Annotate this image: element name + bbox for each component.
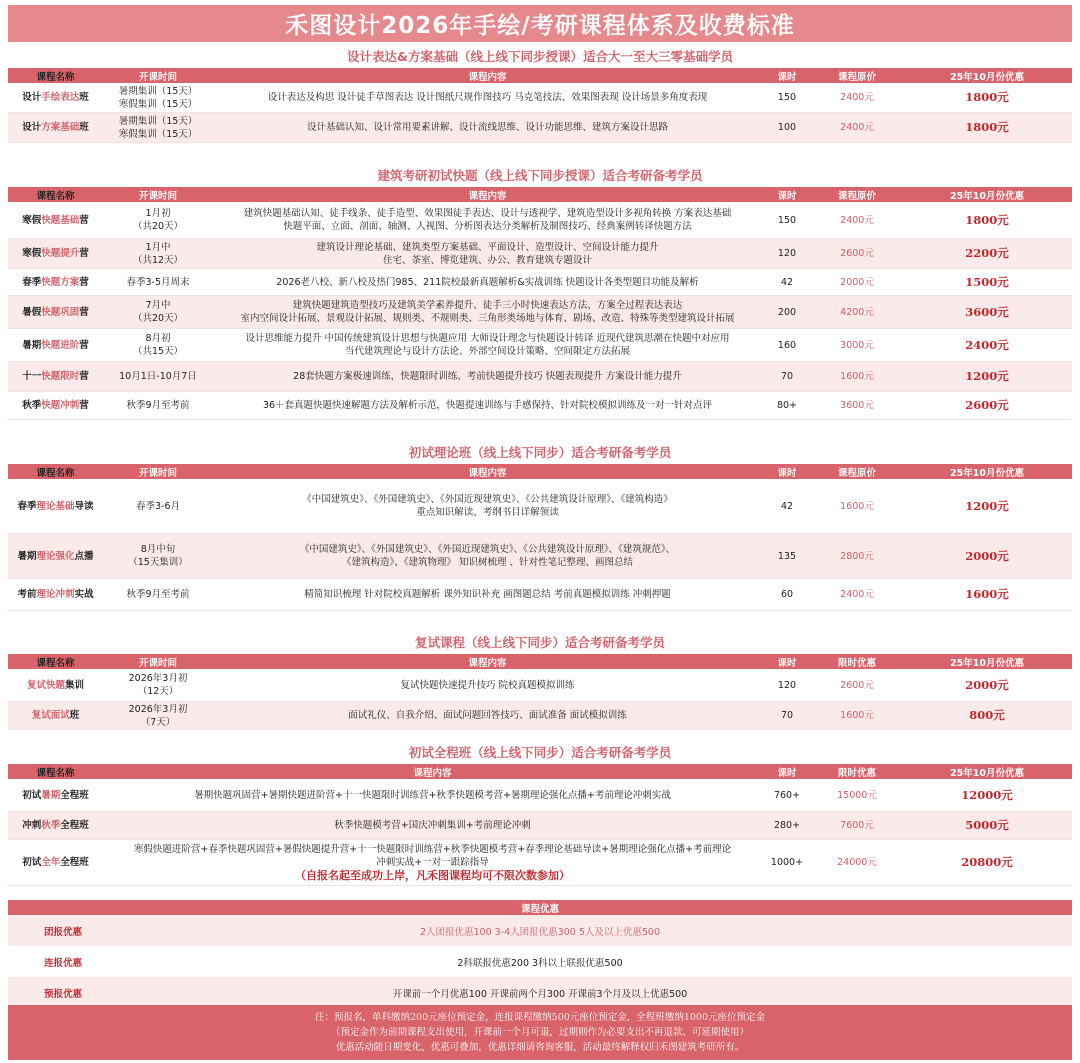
course-name: 春季快题方案营: [22, 276, 89, 288]
table-header: 课程名称 开课时间 课程内容 课时 课程原价 25年10月份优惠: [8, 464, 1072, 479]
course-content: 36＋套真题快题快速解题方法及解析示范，快题提速训练与手感保持、针对院校模拟训练及一对一针对点评: [262, 400, 713, 411]
section-title: 初试全程班（线上线下同步）适合考研备考学员: [408, 745, 672, 760]
discount-price: 1800元: [965, 90, 1009, 104]
course-content: 建筑快题基础认知、徒手线条、徒手造型、效果图徒手表达、设计与透视学、建筑造型设计多视角转换 方案表达基础 快题平面、立面、剖面、轴测、人视图、分析图表达分类解析及制图技巧、经典案例转译快题方法: [243, 208, 732, 232]
course-time: 8月初 （共15天）: [132, 333, 184, 357]
table-header: 课程名称 开课时间 课程内容 课时 课程原价 25年10月份优惠: [8, 187, 1072, 202]
original-price: 3600元: [840, 400, 874, 411]
course-content: 建筑设计理论基础、建筑类型方案基础、平面设计、造型设计、空间设计能力提升 住宅、茶室、博览建筑、办公、教育建筑专题设计: [316, 241, 659, 266]
footnote: [8, 1005, 1072, 1060]
course-time: 1月初 （共20天）: [132, 208, 184, 232]
section-title: 初试理论班（线上线下同步）适合考研备考学员: [408, 445, 672, 460]
course-name: 复试面试班: [31, 710, 80, 721]
course-name: 十一快题限时营: [22, 371, 89, 382]
original-price: 2400元: [840, 214, 874, 226]
course-name: 考前理论冲刺实战: [17, 589, 94, 600]
course-name: 暑假快题巩固营: [22, 306, 89, 318]
course-hours: 100: [777, 122, 797, 133]
course-time: 7月中 （共20天）: [132, 300, 184, 324]
section-design-basics: [8, 44, 1072, 143]
course-content: 秋季快题模考营+国庆冲刺集训+考前理论冲刺: [334, 820, 531, 831]
course-content: 设计思维能力提升 中国传统建筑设计思想与快题应用 大师设计理念与快题设计转译 近现代建筑思潮在快题中对应用 当代建筑理论与设计方法论、外部空间设计策略、空间限定方法拓展: [245, 333, 730, 357]
section-theory: [8, 440, 1072, 611]
original-price: 4200元: [840, 306, 874, 318]
course-name: 秋季快题冲刺营: [22, 400, 89, 411]
course-hours: 760+: [773, 789, 801, 801]
course-hours: 70: [780, 371, 794, 382]
original-price: 2400元: [840, 589, 874, 600]
footnote-line-2: （预定金作为前期课程支出使用，开课前一个月可退，过期则作为必要支出不再退款、可延期使用）: [330, 1027, 749, 1038]
discount-price: 20800元: [961, 855, 1013, 869]
perk-row: [8, 946, 1072, 977]
course-hours: 280+: [773, 820, 801, 831]
original-price: 1600元: [840, 371, 874, 382]
table-row: [8, 296, 1072, 329]
section-title: 设计表达&方案基础（线上线下同步授课）适合大一至大三零基础学员: [347, 49, 733, 64]
table-header: 课程名称 课程内容 课时 限时优惠 25年10月份优惠: [8, 764, 1072, 779]
course-time: 2026年3月初 （7天）: [128, 703, 188, 728]
original-price: 2400元: [840, 92, 874, 103]
table-row: [8, 83, 1072, 113]
original-price: 2600元: [840, 679, 874, 691]
course-hours: 200: [777, 306, 797, 318]
section-exam-sketch: [8, 163, 1072, 420]
discount-price: 5000元: [965, 818, 1009, 832]
footnote-line-1: 注：预报名，单科缴纳200元座位预定金，连报课程缴纳500元座位预定金，全程班缴纳1000元座位预定金: [314, 1012, 766, 1023]
course-hours: 150: [777, 214, 797, 226]
table-row: [8, 202, 1072, 239]
table-row: [8, 534, 1072, 579]
course-name: 复试快题集训: [26, 679, 85, 691]
original-price: 24000元: [837, 857, 877, 868]
page-title: 禾图设计2026年手绘/考研课程体系及收费标准: [8, 5, 1072, 42]
course-hours: 135: [777, 550, 797, 562]
perk-text: 开课前一个月优惠100 开课前两个月300 开课前3个月及以上优惠500: [392, 988, 688, 1000]
discount-price: 12000元: [961, 787, 1013, 802]
course-content: 精简知识梳理 针对院校真题解析 课外知识补充 画图题总结 考前真题模拟训练 冲刺押题: [304, 589, 671, 600]
course-content: 面试礼仪、自我介绍、面试问题回答技巧、面试准备 面试模拟训练: [348, 710, 627, 721]
table-row: [8, 702, 1072, 730]
perks-section: [8, 900, 1072, 1008]
course-name: 冲刺秋季全程班: [22, 820, 89, 831]
table-row: [8, 812, 1072, 840]
course-content: 设计表达及构思 设计徒手草图表达 设计图纸尺规作图技巧 马克笔技法、效果图表现 设计场景多角度表现: [267, 92, 708, 103]
course-hours: 1000+: [770, 857, 804, 868]
original-price: 2000元: [840, 276, 874, 288]
course-content: 《中国建筑史》、《外国建筑史》、《外国近现建筑史》、《公共建筑设计原理》、《建筑规范》、 《建筑构造》、《建筑物理》 知识树梳理 、针对性笔记整理、画图总结: [299, 544, 676, 568]
table-row: [8, 779, 1072, 812]
course-hours: 80+: [776, 400, 798, 411]
course-hours: 160: [777, 339, 797, 351]
original-price: 7600元: [840, 820, 874, 831]
course-hours: 70: [780, 710, 794, 721]
perk-label: 连报优惠: [43, 957, 82, 969]
original-price: 1600元: [840, 500, 874, 512]
perks-title: 课程优惠: [8, 900, 1072, 915]
original-price: 15000元: [837, 789, 877, 801]
perk-label: 团报优惠: [43, 926, 82, 938]
course-time: 1月中 （共12天）: [132, 241, 184, 266]
original-price: 2400元: [840, 122, 874, 133]
section-full-program: [8, 740, 1072, 886]
table-row: [8, 269, 1072, 296]
course-content: 建筑快题建筑造型技巧及建筑美学素养提升、徒手三小时快速表达方法、方案全过程表达表达 室内空间设计拓展、景观设计拓展、规则类、不规则类、三角形类场地与体育、剧场、改造、特殊等类型建筑设计拓展: [240, 300, 735, 324]
course-time: 10月1日-10月7日: [119, 371, 197, 382]
course-content: 暑期快题巩固营+暑期快题进阶营+十一快题限时训练营+秋季快题模考营+暑期理论强化点播+考前理论冲刺实战: [194, 789, 671, 801]
course-content: 复试快题快速提升技巧 院校真题模拟训练: [400, 679, 575, 691]
discount-price: 1600元: [965, 587, 1009, 601]
footnote-line-3: 优惠活动随日期变化，优惠可叠加，优惠详细请咨询客服，活动最终解释权归禾图建筑考研所有。: [335, 1042, 745, 1053]
course-time: 春季3-5月周末: [126, 276, 190, 288]
table-row: [8, 113, 1072, 143]
section-retest: [8, 630, 1072, 730]
course-time: 暑期集训（15天） 寒假集训（15天）: [118, 85, 198, 110]
table-row: [8, 579, 1072, 611]
discount-price: 1800元: [965, 212, 1009, 227]
course-name: 设计方案基础班: [22, 122, 89, 133]
course-content: 寒假快题进阶营+春季快题巩固营+暑假快题提升营+十一快题限时训练营+秋季快题模考营+春季理论基础导读+暑期理论强化点播+考前理论 冲刺实战+一对一跟踪指导 （自报名起至成功上岸，凡禾图课程均可不限次数参加）: [103, 843, 762, 882]
discount-price: 2000元: [965, 548, 1009, 563]
course-name: 设计手绘表达班: [22, 92, 89, 103]
perk-row: [8, 915, 1072, 946]
table-row: [8, 479, 1072, 534]
discount-price: 1200元: [965, 369, 1009, 383]
course-name: 初试全年全程班: [22, 857, 89, 868]
table-row: [8, 840, 1072, 886]
section-title: 建筑考研初试快题（线上线下同步授课）适合考研备考学员: [377, 168, 703, 183]
table-header: 课程名称 开课时间 课程内容 课时 课程原价 25年10月份优惠: [8, 68, 1072, 83]
course-hours: 120: [777, 248, 797, 259]
table-row: [8, 392, 1072, 420]
table-row: [8, 669, 1072, 702]
discount-price: 1800元: [965, 120, 1009, 134]
course-content: 2026老八校、新八校及热门985、211院校最新真题解析&实战训练 快题设计各类型题目功能及解析: [276, 276, 699, 288]
course-name: 寒假快题提升营: [22, 248, 89, 259]
section-title: 复试课程（线上线下同步）适合考研备考学员: [414, 635, 665, 650]
course-content: 《中国建筑史》、《外国建筑史》、《外国近现建筑史》、《公共建筑设计原理》、《建筑构造》 重点知识解读、考纲书目详解领读: [302, 494, 673, 518]
course-time: 8月中旬 （15天集训）: [128, 544, 188, 568]
table-row: [8, 362, 1072, 392]
course-hours: 42: [780, 500, 794, 512]
discount-price: 3600元: [965, 304, 1009, 319]
table-row: [8, 239, 1072, 269]
perk-text: 2人团报优惠100 3-4人团报优惠300 5人及以上优惠500: [419, 926, 661, 938]
perk-label: 预报优惠: [43, 988, 82, 1000]
discount-price: 2600元: [965, 398, 1009, 412]
discount-price: 1500元: [965, 274, 1009, 289]
discount-price: 800元: [969, 708, 1005, 722]
discount-price: 2400元: [965, 337, 1009, 352]
course-time: 2026年3月初 （12天）: [128, 673, 188, 697]
course-time: 春季3-6月: [135, 500, 181, 512]
course-name: 暑期理论强化点播: [17, 550, 94, 562]
table-row: [8, 329, 1072, 362]
table-header: 课程名称 开课时间 课程内容 课时 限时优惠 25年10月份优惠: [8, 654, 1072, 669]
course-hours: 60: [780, 589, 794, 600]
original-price: 2800元: [840, 550, 874, 562]
course-time: 秋季9月至考前: [126, 589, 190, 600]
perk-row: [8, 977, 1072, 1008]
course-hours: 42: [780, 276, 794, 288]
course-content: 设计基础认知、设计常用要素讲解、设计流线思维、设计功能思维、建筑方案设计思路: [306, 122, 668, 133]
course-time: 秋季9月至考前: [126, 400, 190, 411]
original-price: 3000元: [840, 339, 874, 351]
course-content: 28套快题方案极速训练，快题限时训练、考前快题提升技巧 快题表现提升 方案设计能力提升: [293, 371, 682, 382]
course-time: 暑期集训（15天） 寒假集训（15天）: [118, 115, 198, 140]
original-price: 2600元: [840, 248, 874, 259]
course-name: 暑期快题进阶营: [22, 339, 89, 351]
course-hours: 150: [777, 92, 797, 103]
course-name: 初试暑期全程班: [22, 789, 89, 801]
course-hours: 120: [777, 679, 797, 691]
course-name: 寒假快题基础营: [22, 214, 89, 226]
discount-price: 2000元: [965, 677, 1009, 692]
highlight-note: （自报名起至成功上岸，凡禾图课程均可不限次数参加）: [295, 869, 570, 882]
discount-price: 1200元: [965, 498, 1009, 513]
discount-price: 2200元: [965, 246, 1009, 260]
perk-text: 2科联报优惠200 3科以上联报优惠500: [457, 957, 623, 969]
course-name: 春季理论基础导读: [17, 500, 94, 512]
original-price: 1600元: [840, 710, 874, 721]
